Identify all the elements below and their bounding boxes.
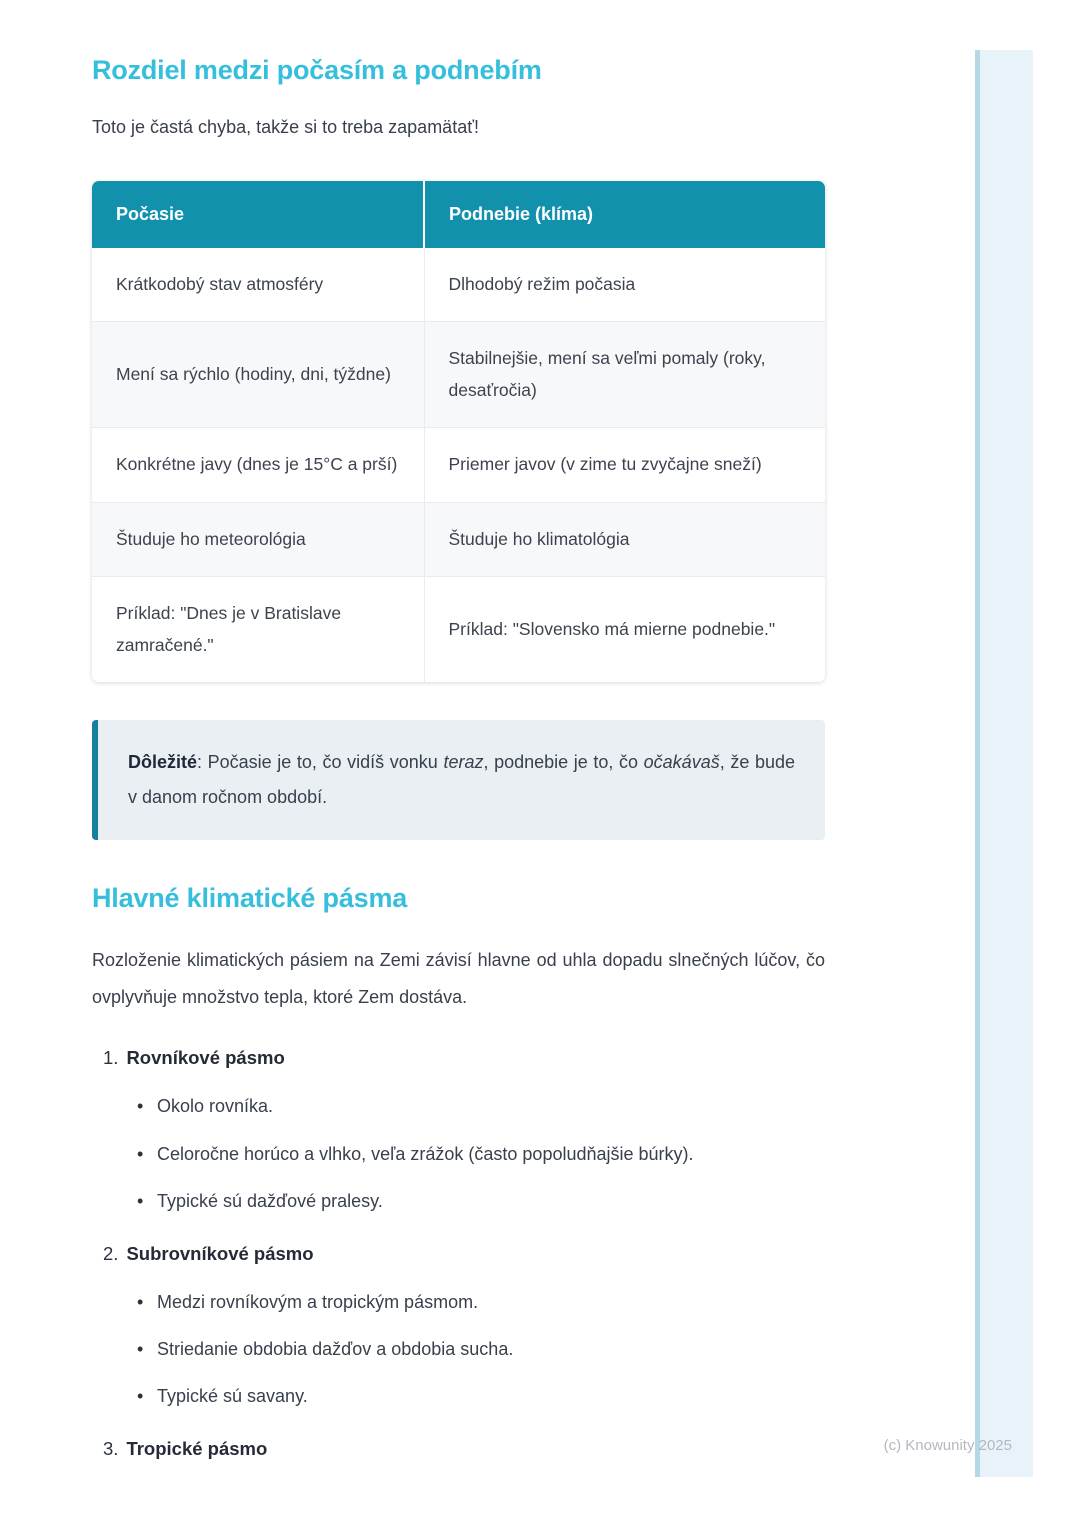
list-item-equatorial-zone [92, 1046, 825, 1213]
table-cell: Priemer javov (v zime tu zvyčajne sneží) [424, 428, 825, 503]
note-label: Dôležité [128, 752, 198, 773]
table-cell: Študuje ho klimatológia [424, 502, 825, 577]
bullet-item [92, 1338, 825, 1361]
list-item-title: Subrovníkové pásmo [126, 1242, 314, 1264]
table-row [92, 577, 825, 683]
bullet-item [92, 1385, 825, 1408]
bullet-text: Typické sú dažďové pralesy. [157, 1191, 383, 1212]
bullet-text: Okolo rovníka. [157, 1096, 274, 1117]
decorative-side-stripe [975, 50, 1033, 1477]
note-text-part: , podnebie je to, čo [483, 752, 644, 773]
important-note-callout [92, 720, 825, 840]
bullet-item [92, 1291, 825, 1314]
table-row [92, 248, 825, 322]
bullet-text: Typické sú savany. [157, 1386, 308, 1407]
bullet-dot: • [137, 1143, 144, 1164]
note-emphasis: teraz [443, 752, 484, 773]
table-cell: Krátkodobý stav atmosféry [92, 248, 424, 322]
table-row [92, 322, 825, 428]
section-title-climate-zones: Hlavné klimatické pásma [92, 883, 408, 914]
table-cell: Študuje ho meteorológia [92, 502, 424, 577]
note-text-part: , že bude v danom ročnom období. [128, 752, 795, 808]
list-item-tropical-zone [92, 1437, 825, 1461]
bullet-dot: • [137, 1291, 144, 1312]
list-item-heading [92, 1242, 825, 1266]
climate-zones-list [92, 1046, 825, 1460]
section-title-weather-vs-climate: Rozdiel medzi počasím a podnebím [92, 55, 542, 85]
note-text-part: Počasie je to, čo vidíš vonku [207, 752, 444, 773]
list-item-number: 3. [103, 1437, 119, 1459]
weather-climate-comparison-table [92, 181, 825, 683]
table-cell: Príklad: "Dnes je v Bratislave zamračené." [92, 577, 424, 683]
bullet-dot: • [137, 1339, 144, 1360]
table-header-row [92, 181, 825, 248]
section1-intro-text: Toto je častá chyba, takže si to treba zapamätať! [92, 117, 479, 138]
table-header-climate: Podnebie (klíma) [424, 181, 825, 248]
list-item-heading [92, 1437, 825, 1461]
bullet-item [92, 1190, 825, 1213]
bullet-item [92, 1143, 825, 1166]
bullet-dot: • [137, 1386, 144, 1407]
table-header-weather: Počasie [92, 181, 424, 248]
list-item-number: 2. [103, 1242, 119, 1264]
list-item-bullets [92, 1095, 825, 1213]
list-item-title: Rovníkové pásmo [126, 1047, 285, 1069]
table-cell: Príklad: "Slovensko má mierne podnebie." [424, 577, 825, 683]
bullet-dot: • [137, 1096, 144, 1117]
list-item-title: Tropické pásmo [126, 1437, 268, 1459]
list-item-subequatorial-zone [92, 1242, 825, 1409]
bullet-text: Medzi rovníkovým a tropickým pásmom. [157, 1291, 479, 1312]
table-cell: Stabilnejšie, mení sa veľmi pomaly (roky, desaťročia) [424, 322, 825, 428]
document-content [92, 0, 825, 1461]
note-emphasis: očakávaš [643, 752, 720, 773]
bullet-dot: • [137, 1191, 144, 1212]
table-row [92, 502, 825, 577]
table-row [92, 428, 825, 503]
bullet-text: Striedanie obdobia dažďov a obdobia sucha. [157, 1339, 514, 1360]
bullet-item [92, 1095, 825, 1118]
list-item-number: 1. [103, 1047, 119, 1069]
list-item-heading [92, 1046, 825, 1070]
list-item-bullets [92, 1291, 825, 1409]
table-cell: Konkrétne javy (dnes je 15°C a prší) [92, 428, 424, 503]
bullet-text: Celoročne horúco a vlhko, veľa zrážok (často popoludňajšie búrky). [157, 1143, 694, 1164]
note-separator: : [197, 752, 208, 773]
copyright-footer: (c) Knowunity 2025 [883, 1437, 1012, 1454]
section2-intro-text: Rozloženie klimatických pásiem na Zemi závisí hlavne od uhla dopadu slnečných lúčov, čo ovplyvňuje množstvo tepla, ktoré Zem dostáva. [92, 949, 825, 1007]
table-cell: Dlhodobý režim počasia [424, 248, 825, 322]
table-cell: Mení sa rýchlo (hodiny, dni, týždne) [92, 322, 424, 428]
comparison-table-wrapper [92, 181, 825, 683]
